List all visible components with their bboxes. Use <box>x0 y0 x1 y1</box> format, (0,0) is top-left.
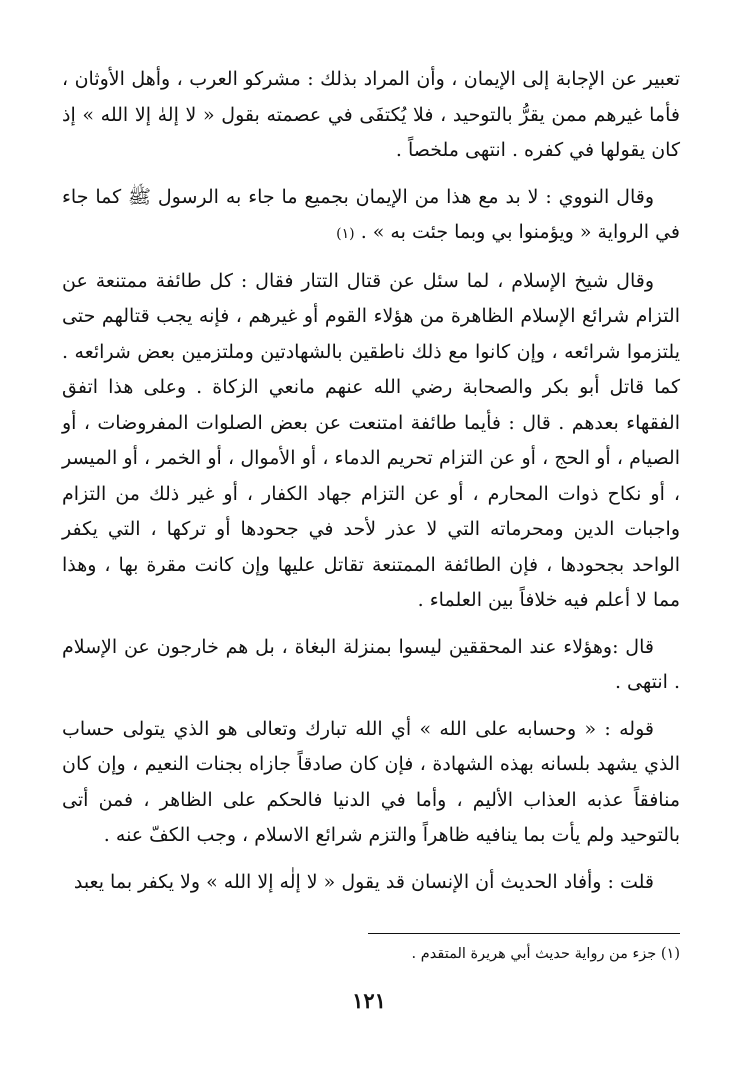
paragraph-muhaqqiqin: قال :وهؤلاء عند المحققين ليسوا بمنزلة البغاة ، بل هم خارجون عن الإسلام . انتهى . <box>62 635 680 693</box>
page-number: ١٢١ <box>352 988 386 1013</box>
footnote: (١) جزء من رواية حديث أبي هريرة المتقدم . <box>411 946 680 962</box>
paragraph-hisab: قوله : « وحسابه على الله » أي الله تبارك وتعالى هو الذي يتولى حساب الذي يشهد بلسانه بهذه الشهادة ، فإن كان صادقاً جازاه بجنات النعيم ، وإن كان منافقاً عذبه العذاب الأليم ، وأما في الدنيا فالحكم على الظاهر ، فمن أتى بالتوحيد ولم يأت بما ينافيه ظاهراً والتزم شرائع الاسلام ، وجب الكفّ عنه . <box>62 717 680 846</box>
footnote-reference: (١) <box>336 226 355 242</box>
footnote-divider <box>368 933 680 934</box>
paragraph-nawawi <box>62 180 680 253</box>
page-body <box>62 62 680 911</box>
paragraph-intro: تعبير عن الإجابة إلى الإيمان ، وأن المراد بذلك : مشركو العرب ، وأهل الأوثان ، فأما غيرهم ممن يقرُّ بالتوحيد ، فلا يُكتفَى في عصمته بقول « لا إلهٰ إلا الله » إذ كان يقولها في كفره . انتهى ملخصاً . <box>62 68 680 161</box>
paragraph-nawawi-text: وقال النووي : لا بد مع هذا من الإيمان بجميع ما جاء به الرسول ﷺ كما جاء في الرواية « ويؤمنوا بي وبما جئت به » . <box>62 185 680 243</box>
paragraph-conclusion: قلت : وأفاد الحديث أن الإنسان قد يقول « لا إلٰه إلا الله » ولا يكفر بما يعبد <box>73 870 654 893</box>
paragraph-shaykh-al-islam: وقال شيخ الإسلام ، لما سئل عن قتال التتار فقال : كل طائفة ممتنعة عن التزام شرائع الإسلام الظاهرة من هؤلاء القوم أو غيرهم ، فإنه يجب قتالهم حتى يلتزموا شرائعه ، وإن كانوا مع ذلك ناطقين بالشهادتين وملتزمين بعض شرائعه . كما قاتل أبو بكر والصحابة رضي الله عنهم مانعي الزكاة . وعلى هذا اتفق الفقهاء بعدهم . قال : فأيما طائفة امتنعت عن بعض الصلوات المفروضات ، أو الصيام ، أو الحج ، أو عن التزام تحريم الدماء ، أو الأموال ، أو الخمر ، أو الميسر ، أو نكاح ذوات المحارم ، أو عن التزام جهاد الكفار ، أو غير ذلك من التزام واجبات الدين ومحرماته التي لا عذر لأحد في جحودها أو تركها ، التي يكفر الواحد بجحودها ، فإن الطائفة الممتنعة تقاتل عليها وإن كانت مقرة بها ، وهذا مما لا أعلم فيه خلافاً بين العلماء . <box>62 269 680 611</box>
